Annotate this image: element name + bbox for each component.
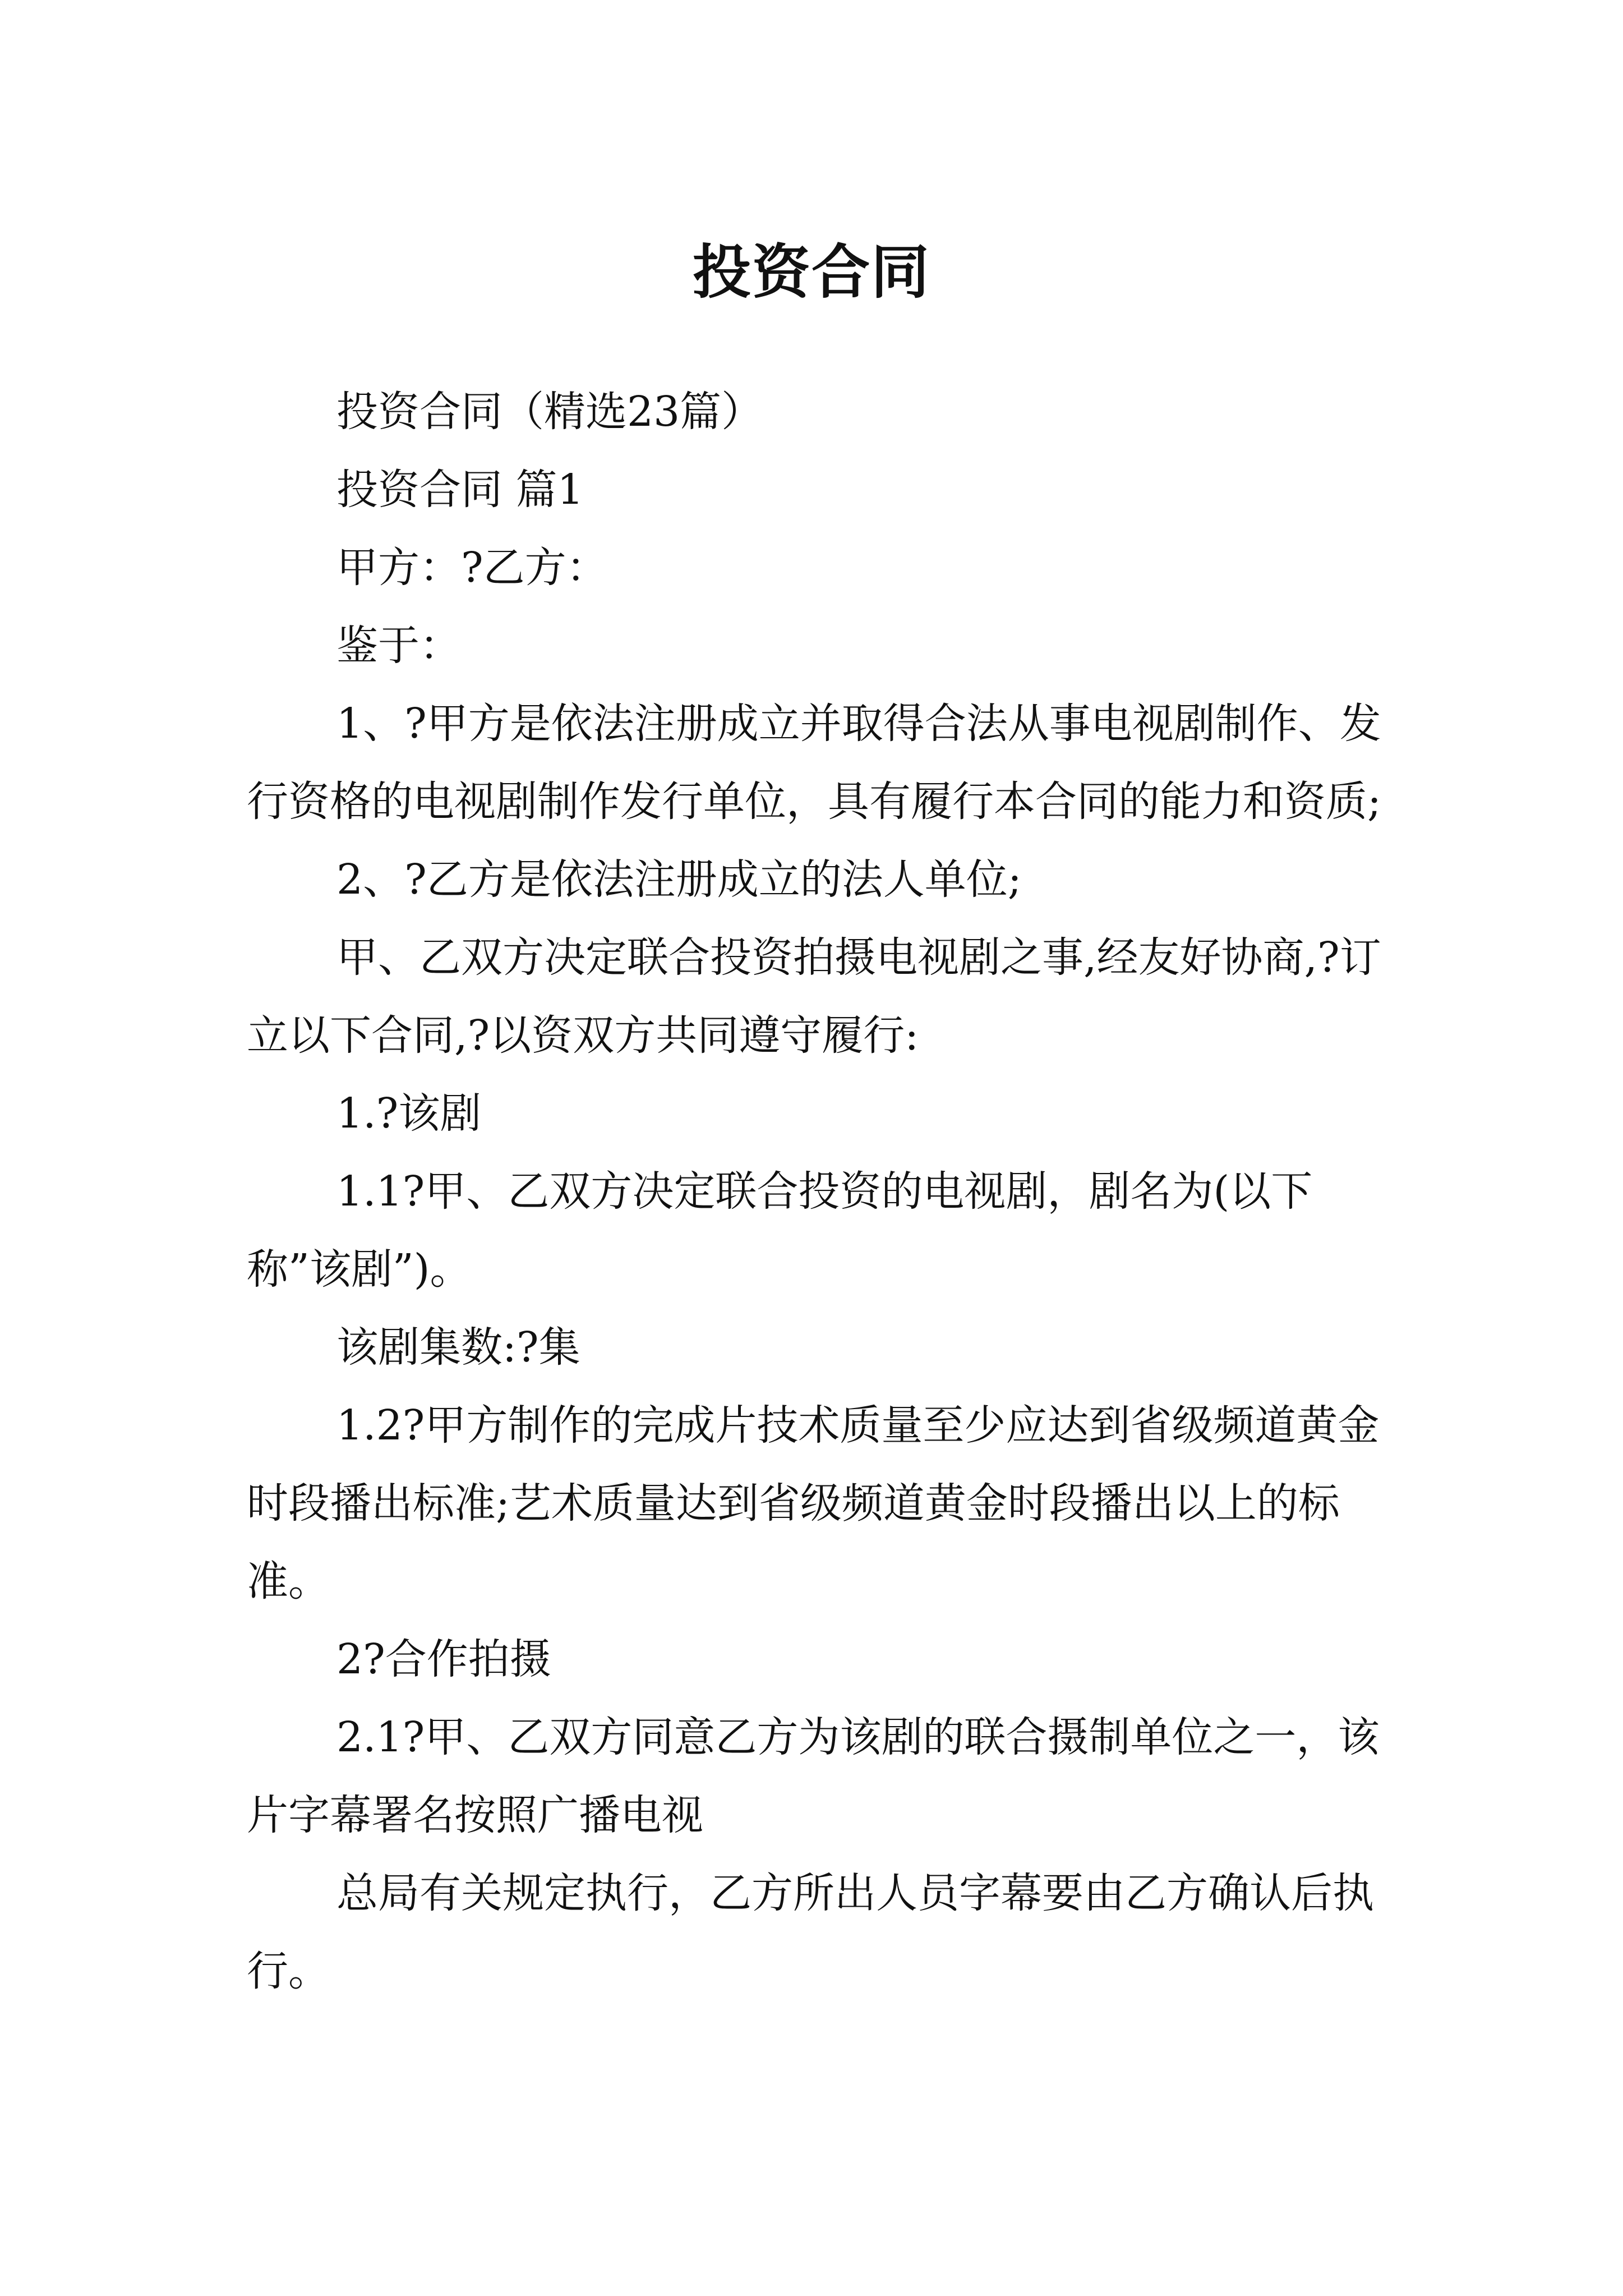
paragraph-clause-2-1: 2.1?甲、乙双方同意乙方为该剧的联合摄制单位之一，该片字幕署名按照广播电视 xyxy=(247,1713,1380,1839)
paragraph-clause-1-2: 1.2?甲方制作的完成片技术质量至少应达到省级频道黄金时段播出标准;艺术质量达到省级频道黄金时段播出以上的标准。 xyxy=(247,1401,1380,1605)
document-title: 投资合同 xyxy=(692,237,930,306)
paragraph-whereas-1: 1、?甲方是依法注册成立并取得合法从事电视剧制作、发行资格的电视剧制作发行单位，具有履行本合同的能力和资质; xyxy=(247,700,1381,826)
paragraph-section-1: 1.?该剧 xyxy=(336,1089,482,1138)
document-body xyxy=(247,373,1394,2010)
paragraph-agreement-intro: 甲、乙双方决定联合投资拍摄电视剧之事,经友好协商,?订立以下合同,?以资双方共同遵守履行: xyxy=(247,933,1381,1060)
paragraph-whereas: 鉴于： xyxy=(336,622,461,670)
paragraph-clause-1-1: 1.1?甲、乙双方决定联合投资的电视剧，剧名为(以下称”该剧”)。 xyxy=(247,1167,1313,1294)
paragraph-section-2: 2?合作拍摄 xyxy=(336,1635,551,1683)
paragraph-episode-count: 该剧集数:?集 xyxy=(336,1323,580,1372)
paragraph-clause-2-1-continued: 总局有关规定执行，乙方所出人员字幕要由乙方确认后执行。 xyxy=(247,1869,1374,1995)
paragraph-heading-collection: 投资合同（精选23篇） xyxy=(336,388,763,436)
paragraph-whereas-2: 2、?乙方是依法注册成立的法人单位; xyxy=(336,855,1022,904)
paragraph-heading-part-1: 投资合同 篇1 xyxy=(336,466,584,514)
paragraph-parties: 甲方：?乙方： xyxy=(336,544,608,592)
